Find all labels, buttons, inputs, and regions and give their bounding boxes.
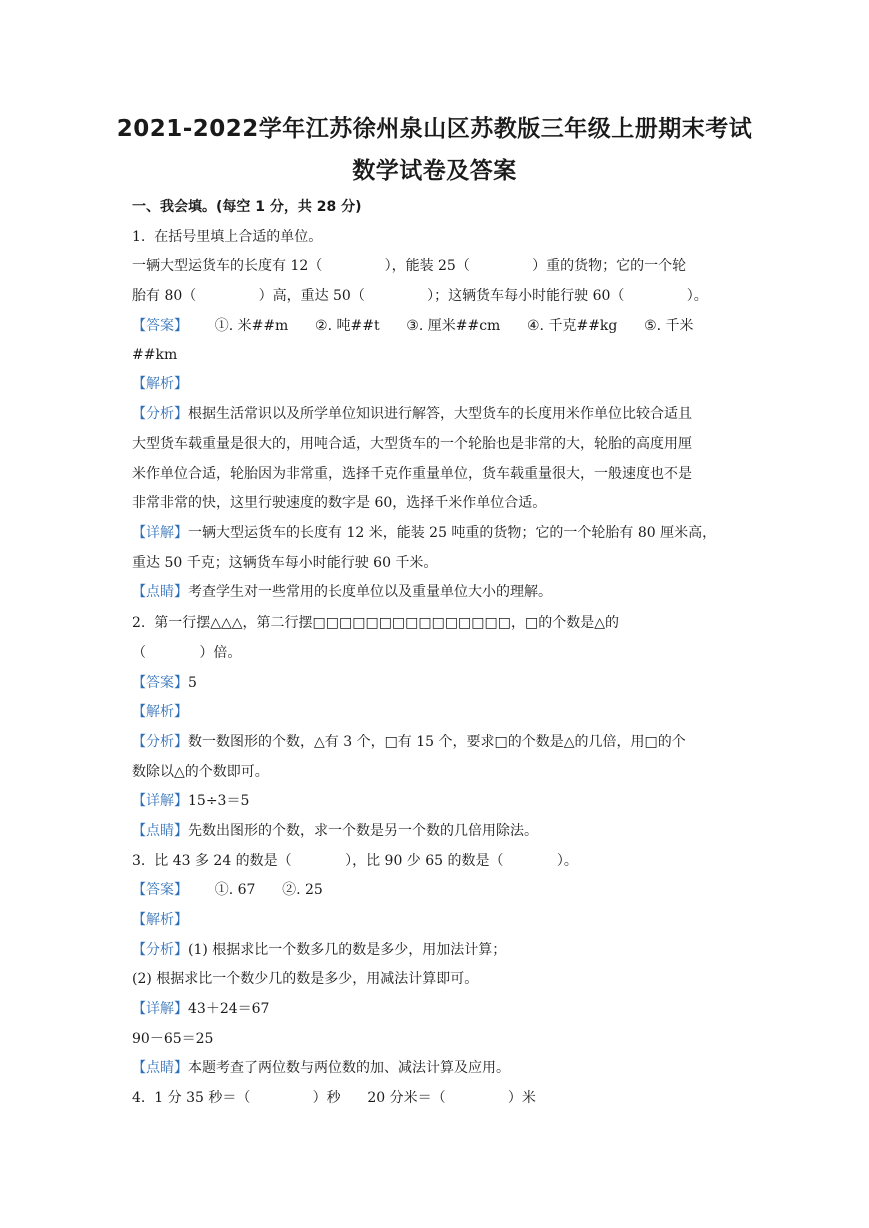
tag-label: 【解析】 [132, 704, 188, 720]
text-line: 大型货车载重量是很大的，用吨合适，大型货车的一个轮胎也是非常的大，轮胎的高度用厘 [132, 436, 692, 452]
detail-line: 【详解】一辆大型运货车的长度有 12 米，能装 25 吨重的货物；它的一个轮胎有 80 厘米高， [132, 525, 717, 541]
tag-label: 【答案】 [132, 318, 188, 334]
question-3: 3. 比 43 多 24 的数是（ ），比 90 少 65 的数是（ ）。 [132, 853, 578, 869]
text-line: ##km [132, 347, 178, 363]
analysis-tag [132, 910, 742, 930]
analysis-line: 【分析】数一数图形的个数，△有 3 个，□有 15 个，要求□的个数是△的几倍，用□的个 [132, 734, 686, 750]
answer-line: 【答案】 ①. 米##m ②. 吨##t ③. 厘米##cm ④. 千克##kg ⑤. 千米 [132, 318, 694, 334]
text-line: 非常非常的快，这里行驶速度的数字是 60，选择千米作单位合适。 [132, 495, 547, 511]
tag-label: 【解析】 [132, 912, 188, 928]
comment-line: 【点睛】先数出图形的个数，求一个数是另一个数的几倍用除法。 [132, 823, 538, 839]
text-line: 90－65＝25 [132, 1031, 214, 1047]
text-line: 重达 50 千克；这辆货车每小时能行驶 60 千米。 [132, 555, 438, 571]
text-line: 数除以△的个数即可。 [132, 764, 269, 780]
text-line: (2) 根据求比一个数少几的数是多少，用减法计算即可。 [132, 971, 479, 987]
tag-label: 【详解】 [132, 525, 188, 541]
analysis-tag [132, 374, 742, 394]
page-subtitle: 数学试卷及答案 [352, 158, 517, 184]
tag-label: 【详解】 [132, 793, 188, 809]
analysis-line: 【分析】根据生活常识以及所学单位知识进行解答，大型货车的长度用米作单位比较合适且 [132, 406, 692, 422]
page-title: 2021-2022学年江苏徐州泉山区苏教版三年级上册期末考试 [116, 116, 753, 142]
detail-line: 【详解】43＋24＝67 [132, 1001, 270, 1017]
tag-label: 【分析】 [132, 406, 188, 422]
tag-label: 【答案】 [132, 882, 188, 898]
analysis-line: 【分析】(1) 根据求比一个数多几的数是多少，用加法计算； [132, 942, 507, 958]
tag-label: 【点睛】 [132, 823, 188, 839]
text-line: 米作单位合适，轮胎因为非常重，选择千克作重量单位，货车载重量很大，一般速度也不是 [132, 466, 692, 482]
text-line: （ ）倍。 [132, 645, 242, 661]
tag-label: 【点睛】 [132, 584, 188, 600]
comment-line: 【点睛】本题考查了两位数与两位数的加、减法计算及应用。 [132, 1060, 510, 1076]
question-2: 2. 第一行摆△△△，第二行摆□□□□□□□□□□□□□□□，□的个数是△的 [132, 615, 619, 631]
answer-line: 【答案】5 [132, 675, 197, 691]
question-4: 4. 1 分 35 秒＝（ ）秒 20 分米＝（ ）米 [132, 1090, 536, 1106]
tag-label: 【详解】 [132, 1001, 188, 1017]
text-line: 胎有 80（ ）高，重达 50（ ）；这辆货车每小时能行驶 60（ ）。 [132, 288, 708, 304]
comment-line: 【点睛】考查学生对一些常用的长度单位以及重量单位大小的理解。 [132, 584, 552, 600]
tag-label: 【答案】 [132, 675, 188, 691]
text-line: 一辆大型运货车的长度有 12（ ），能装 25（ ）重的货物；它的一个轮 [132, 258, 687, 274]
detail-line: 【详解】15÷3＝5 [132, 793, 250, 809]
section-heading: 一、我会填。(每空 1 分，共 28 分) [132, 199, 362, 215]
analysis-tag [132, 702, 742, 722]
tag-label: 【分析】 [132, 734, 188, 750]
answer-line: 【答案】 ①. 67 ②. 25 [132, 882, 323, 898]
question-1: 1. 在括号里填上合适的单位。 [132, 229, 323, 245]
tag-label: 【点睛】 [132, 1060, 188, 1076]
tag-label: 【分析】 [132, 942, 188, 958]
tag-label: 【解析】 [132, 376, 188, 392]
